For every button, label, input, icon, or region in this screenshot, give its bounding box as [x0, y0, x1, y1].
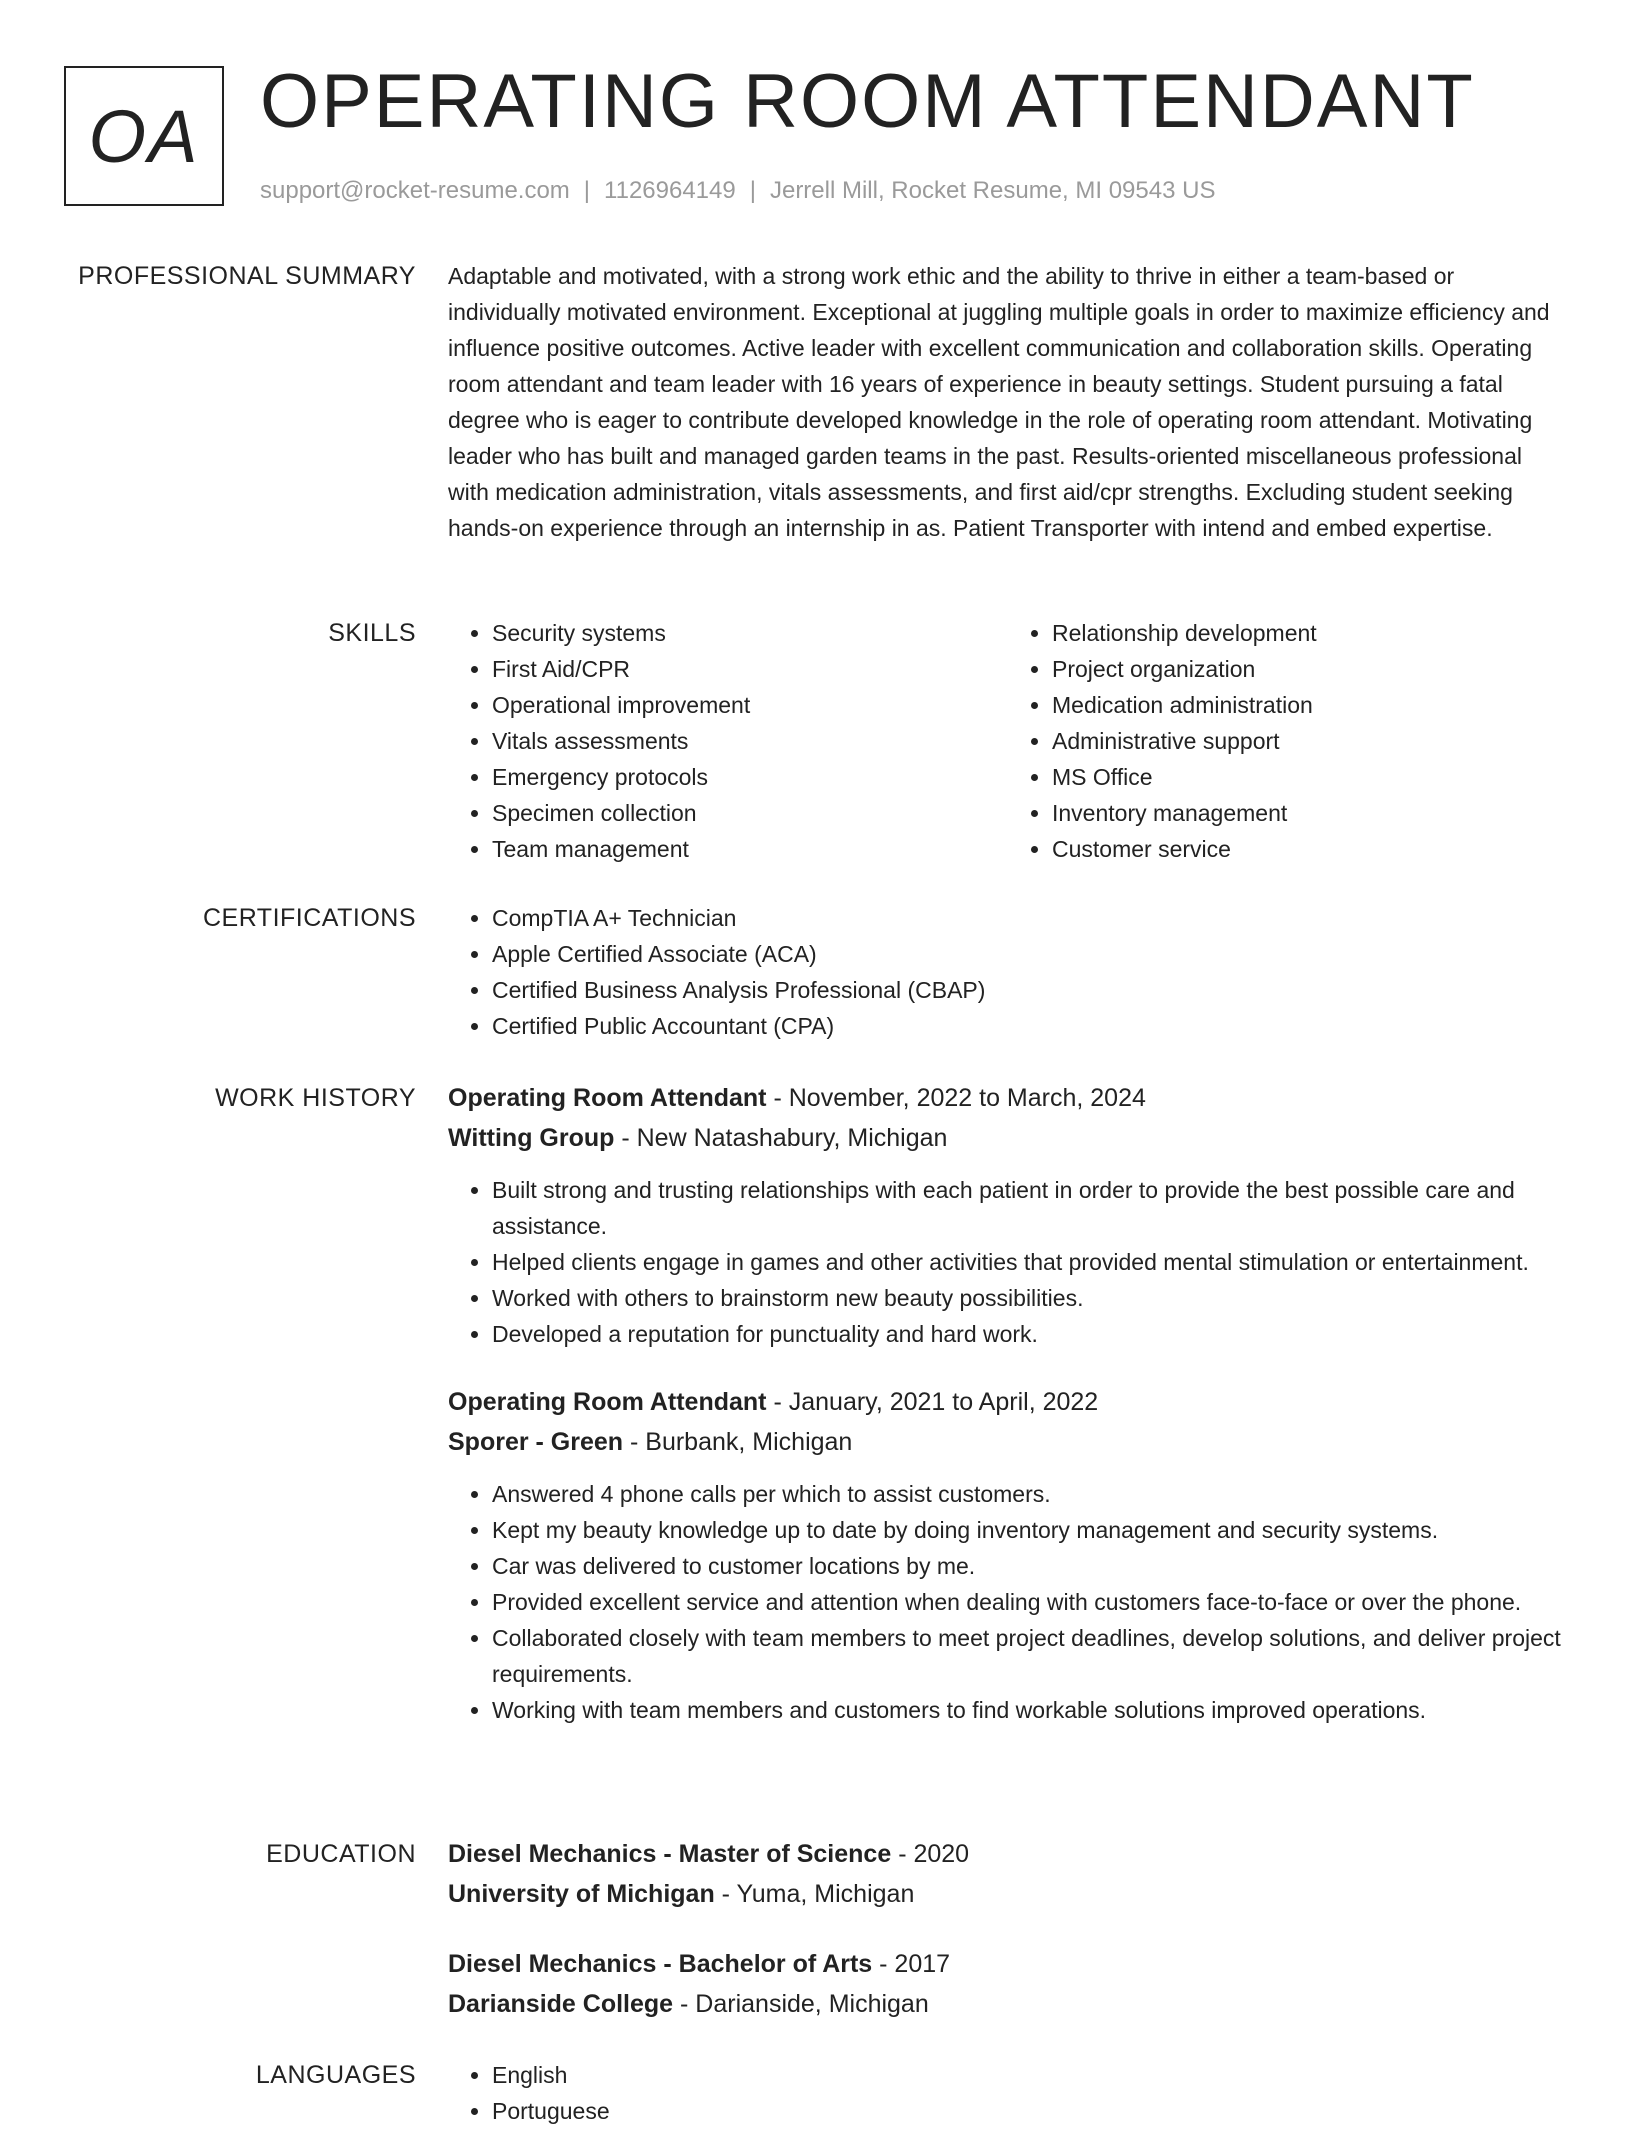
contact-email[interactable]: support@rocket-resume.com [260, 177, 570, 204]
job-company-line [448, 1118, 1568, 1158]
job-dates: - November, 2022 to March, 2024 [766, 1084, 1146, 1112]
skill-item: • Relationship development [1052, 615, 1568, 651]
job-company: Sporer - Green [448, 1428, 624, 1456]
contact-line [260, 174, 1215, 208]
education-location: - Yuma, Michigan [714, 1880, 915, 1908]
section-title-summary: PROFESSIONAL SUMMARY [78, 262, 416, 290]
skill-item: • Team management [492, 831, 1008, 867]
education-location: - Darianside, Michigan [673, 1990, 929, 2018]
job-bullet: • Helped clients engage in games and other activities that provided mental stimulation or entertainment. [492, 1244, 1568, 1280]
education-year: - 2020 [891, 1840, 970, 1868]
job-title-line [448, 1078, 1568, 1118]
section-title-work-history: WORK HISTORY [215, 1084, 416, 1112]
job-bullets [448, 1172, 1568, 1352]
skills-body [448, 615, 1568, 867]
work-history-body [448, 1078, 1568, 1758]
contact-separator: | [749, 177, 756, 204]
certification-item: • CompTIA A+ Technician [492, 900, 1568, 936]
job-role: Operating Room Attendant [448, 1388, 767, 1416]
certification-item: • Certified Public Accountant (CPA) [492, 1008, 1568, 1044]
skill-item: • Vitals assessments [492, 723, 1008, 759]
certification-item: • Certified Business Analysis Professional (CBAP) [492, 972, 1568, 1008]
contact-address: Jerrell Mill, Rocket Resume, MI 09543 US [769, 177, 1216, 204]
skill-item: • Specimen collection [492, 795, 1008, 831]
resume-name: OPERATING ROOM ATTENDANT [260, 59, 1475, 144]
certifications-body [448, 900, 1568, 1044]
job-entry [448, 1382, 1568, 1728]
skill-item: • Medication administration [1052, 687, 1568, 723]
skill-item: • Operational improvement [492, 687, 1008, 723]
languages-list [448, 2057, 1568, 2129]
education-entry [448, 1944, 1568, 2024]
education-degree-line [448, 1834, 1568, 1874]
education-school: University of Michigan [448, 1880, 715, 1908]
contact-phone[interactable]: 1126964149 [604, 177, 736, 204]
job-bullet: • Worked with others to brainstorm new beauty possibilities. [492, 1280, 1568, 1316]
skill-item: • MS Office [1052, 759, 1568, 795]
contact-separator: | [583, 177, 591, 204]
section-title-languages: LANGUAGES [255, 2061, 416, 2089]
job-dates: - January, 2021 to April, 2022 [766, 1388, 1099, 1416]
education-body [448, 1834, 1568, 2054]
section-title-education: EDUCATION [266, 1840, 416, 1868]
education-school-line [448, 1984, 1568, 2024]
job-bullet: • Provided excellent service and attention when dealing with customers face-to-face or over the phone. [492, 1584, 1568, 1620]
job-bullet: • Collaborated closely with team members to meet project deadlines, develop solutions, and deliver project requirements. [492, 1620, 1568, 1692]
education-year: - 2017 [872, 1950, 951, 1978]
skill-item: • Inventory management [1052, 795, 1568, 831]
job-bullets [448, 1476, 1568, 1728]
initials-monogram [64, 66, 224, 206]
job-bullet: • Answered 4 phone calls per which to assist customers. [492, 1476, 1568, 1512]
initials-text: OA [88, 94, 200, 178]
job-bullet: • Developed a reputation for punctuality and hard work. [492, 1316, 1568, 1352]
language-item: • Portuguese [492, 2093, 1568, 2129]
job-bullet: • Built strong and trusting relationships with each patient in order to provide the best possible care and assistance. [492, 1172, 1568, 1244]
job-title-line [448, 1382, 1568, 1422]
certifications-list [448, 900, 1568, 1044]
skill-item: • First Aid/CPR [492, 651, 1008, 687]
job-company: Witting Group [448, 1124, 615, 1152]
job-entry [448, 1078, 1568, 1352]
skill-item: • Emergency protocols [492, 759, 1008, 795]
education-school: Darianside College [448, 1990, 674, 2018]
education-degree: Diesel Mechanics - Master of Science [448, 1840, 892, 1868]
job-location: - Burbank, Michigan [623, 1428, 853, 1456]
skill-item: • Customer service [1052, 831, 1568, 867]
languages-body [448, 2057, 1568, 2129]
education-school-line [448, 1874, 1568, 1914]
language-item: • English [492, 2057, 1568, 2093]
job-location: - New Natashabury, Michigan [614, 1124, 948, 1152]
skill-item: • Project organization [1052, 651, 1568, 687]
summary-text: Adaptable and motivated, with a strong work ethic and the ability to thrive in either a team-based or individually motivated environment. Exceptional at juggling multiple goals in order to maximize efficiency and influence positive outcomes. Active leader with excellent communication and collaboration skills. Operating room attendant and team leader with 16 years of experience in beauty settings. Student pursuing a fatal degree who is eager to contribute developed knowledge in the role of operating room attendant. Motivating leader who has built and managed garden teams in the past. Results-oriented miscellaneous professional with medication administration, vitals assessments, and first aid/cpr strengths. Excluding student seeking hands-on experience through an internship in as. Patient Transporter with intend and embed expertise. [448, 263, 1550, 541]
job-bullet: • Kept my beauty knowledge up to date by doing inventory management and security systems. [492, 1512, 1568, 1548]
section-title-certifications: CERTIFICATIONS [202, 904, 416, 932]
skills-list-left [448, 615, 1008, 867]
education-degree: Diesel Mechanics - Bachelor of Arts [448, 1950, 873, 1978]
summary-body [448, 258, 1568, 546]
skill-item: • Administrative support [1052, 723, 1568, 759]
skills-list-right [1008, 615, 1568, 867]
education-degree-line [448, 1944, 1568, 1984]
education-entry [448, 1834, 1568, 1914]
job-role: Operating Room Attendant [448, 1084, 767, 1112]
skill-item: • Security systems [492, 615, 1008, 651]
job-bullet: • Working with team members and customers to find workable solutions improved operations. [492, 1692, 1568, 1728]
certification-item: • Apple Certified Associate (ACA) [492, 936, 1568, 972]
job-bullet: • Car was delivered to customer locations by me. [492, 1548, 1568, 1584]
section-title-skills: SKILLS [328, 619, 416, 647]
job-company-line [448, 1422, 1568, 1462]
